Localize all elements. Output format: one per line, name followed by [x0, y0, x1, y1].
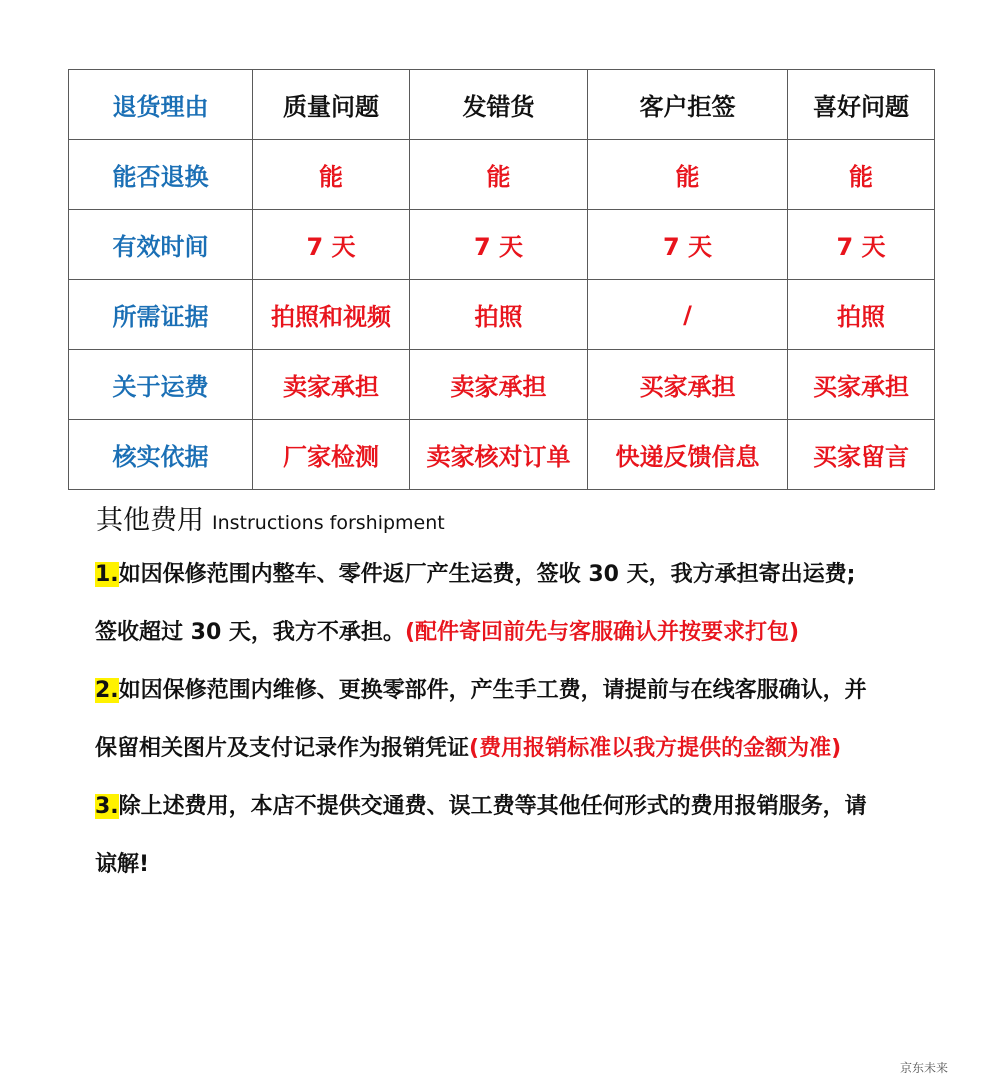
row-label: 所需证据	[69, 280, 253, 350]
table-cell: 买家承担	[788, 350, 935, 420]
table-cell: 卖家核对订单	[410, 420, 588, 490]
table-cell: 7 天	[788, 210, 935, 280]
table-row	[69, 210, 935, 280]
table-cell: 快递反馈信息	[588, 420, 788, 490]
note-number: 1.	[95, 562, 119, 587]
table-cell: 厂家检测	[253, 420, 410, 490]
section-title-cn: 其他费用	[96, 505, 204, 536]
header-cell-wrong-item: 发错货	[410, 70, 588, 140]
table-header-row	[69, 70, 935, 140]
note-highlight: (配件寄回前先与客服确认并按要求打包)	[404, 620, 800, 645]
header-cell-reason: 退货理由	[69, 70, 253, 140]
note-number: 2.	[95, 678, 119, 703]
table-cell: /	[588, 280, 788, 350]
note-item-3	[95, 778, 875, 894]
note-text: 如因保修范围内维修、更换零部件，产生手工费，请提前与在线客服确认，并保留相关图片及支付记录作为报销凭证	[95, 678, 867, 761]
table-cell: 卖家承担	[410, 350, 588, 420]
note-text: 除上述费用，本店不提供交通费、误工费等其他任何形式的费用报销服务，请谅解!	[95, 794, 867, 877]
table-cell: 7 天	[588, 210, 788, 280]
fee-notes	[95, 546, 875, 894]
table-cell: 能	[788, 140, 935, 210]
table-row	[69, 420, 935, 490]
table-row	[69, 350, 935, 420]
row-label: 关于运费	[69, 350, 253, 420]
table-row	[69, 280, 935, 350]
section-title	[96, 498, 445, 537]
table-cell: 能	[410, 140, 588, 210]
table-cell: 卖家承担	[253, 350, 410, 420]
note-number: 3.	[95, 794, 119, 819]
return-policy-table	[68, 69, 935, 490]
note-item-1	[95, 546, 875, 662]
row-label: 能否退换	[69, 140, 253, 210]
table-cell: 7 天	[410, 210, 588, 280]
header-cell-preference: 喜好问题	[788, 70, 935, 140]
header-cell-quality: 质量问题	[253, 70, 410, 140]
header-cell-refused: 客户拒签	[588, 70, 788, 140]
note-highlight: (费用报销标准以我方提供的金额为准)	[469, 736, 842, 761]
table-row	[69, 140, 935, 210]
row-label: 有效时间	[69, 210, 253, 280]
table-cell: 拍照	[410, 280, 588, 350]
table-cell: 拍照和视频	[253, 280, 410, 350]
table-cell: 买家留言	[788, 420, 935, 490]
section-title-en: Instructions forshipment	[212, 512, 445, 534]
table-cell: 拍照	[788, 280, 935, 350]
table-cell: 7 天	[253, 210, 410, 280]
row-label: 核实依据	[69, 420, 253, 490]
note-text: 如因保修范围内整车、零件返厂产生运费，签收 30 天，我方承担寄出运费;签收超过 30 天，我方不承担。	[95, 562, 856, 645]
table-cell: 能	[253, 140, 410, 210]
table-cell: 买家承担	[588, 350, 788, 420]
note-item-2	[95, 662, 875, 778]
table-cell: 能	[588, 140, 788, 210]
watermark: 京东未来	[899, 1061, 948, 1075]
